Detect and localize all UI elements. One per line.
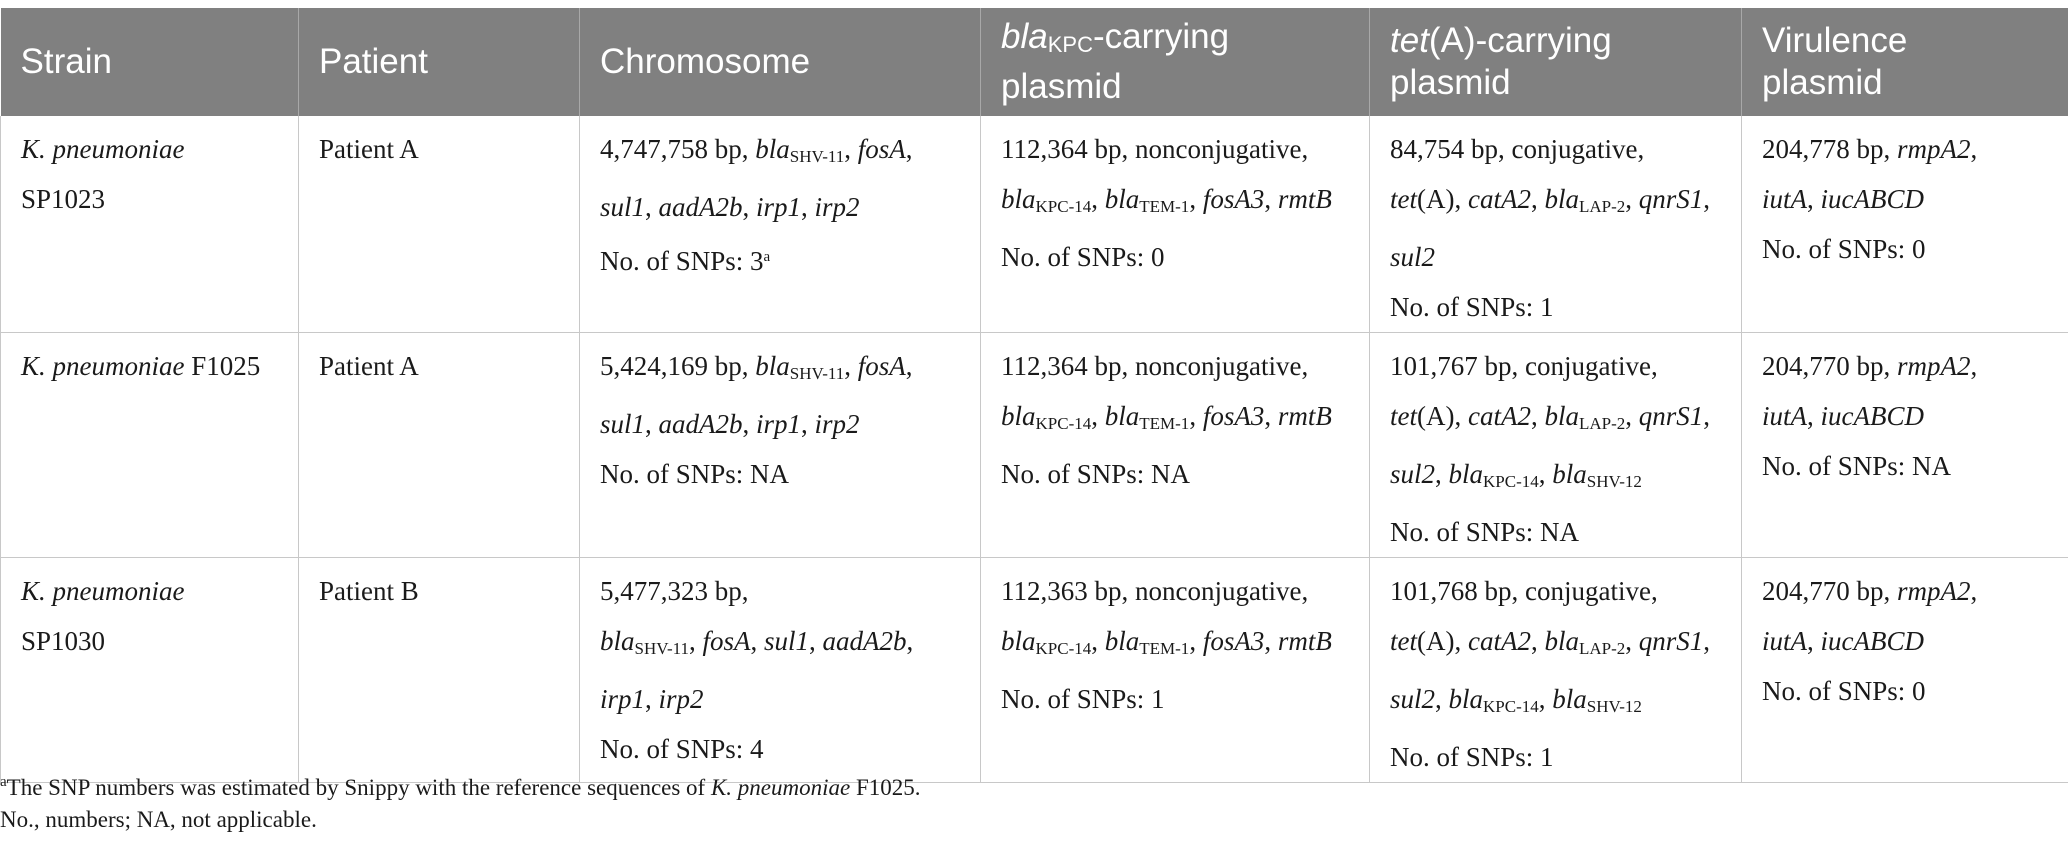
table-row [1, 116, 2068, 333]
virulence-plasmid-cell: 204,770 bp, rmpA2, iutA, iucABCD No. of SNPs: NA [1742, 333, 2068, 558]
tet-plasmid-cell: 101,767 bp, conjugative, tet(A), catA2, bla$_{LAP-2}$, qnrS1, sul2, bla$_{KPC-14}$, bla$_{SHV-12}$ No. of SNPs: NA [1370, 333, 1742, 558]
footnote-abbreviations: No., numbers; NA, not applicable. [0, 807, 317, 832]
chromosome-cell: 5,477,323 bp, bla$_{SHV-11}$, fosA, sul1, aadA2b, irp1, irp2 No. of SNPs: 4 [580, 558, 981, 783]
tet-plasmid-cell: 84,754 bp, conjugative, tet(A), catA2, bla$_{LAP-2}$, qnrS1, sul2 No. of SNPs: 1 [1370, 116, 1742, 333]
header-patient: Patient [299, 8, 580, 116]
kpc-plasmid-cell: 112,363 bp, nonconjugative, bla$_{KPC-14}$, bla$_{TEM-1}$, fosA3, rmtB No. of SNPs: 1 [981, 558, 1370, 783]
header-strain: Strain [1, 8, 299, 116]
patient-cell: Patient B [299, 558, 580, 783]
virulence-plasmid-cell: 204,778 bp, rmpA2, iutA, iucABCD No. of SNPs: 0 [1742, 116, 2068, 333]
kpc-plasmid-cell: 112,364 bp, nonconjugative, bla$_{KPC-14}$, bla$_{TEM-1}$, fosA3, rmtB No. of SNPs: 0 [981, 116, 1370, 333]
strain-cell: K. pneumoniae SP1030 [1, 558, 299, 783]
table-row [1, 333, 2068, 558]
table-row [1, 558, 2068, 783]
strain-cell: K. pneumoniae F1025 [1, 333, 299, 558]
header-virulence-plasmid: Virulence plasmid [1742, 8, 2068, 116]
chromosome-cell: 5,424,169 bp, bla$_{SHV-11}$, fosA, sul1, aadA2b, irp1, irp2 No. of SNPs: NA [580, 333, 981, 558]
patient-cell: Patient A [299, 116, 580, 333]
chromosome-cell: 4,747,758 bp, bla$_{SHV-11}$, fosA, sul1, aadA2b, irp1, irp2 No. of SNPs: 3$^a$ [580, 116, 981, 333]
tet-plasmid-cell: 101,768 bp, conjugative, tet(A), catA2, bla$_{LAP-2}$, qnrS1, sul2, bla$_{KPC-14}$, bla$_{SHV-12}$ No. of SNPs: 1 [1370, 558, 1742, 783]
strain-cell: K. pneumoniae SP1023 [1, 116, 299, 333]
table-header-row [1, 8, 2068, 116]
footnote-a: $^a$The SNP numbers was estimated by Snippy with the reference sequences of K. pneumoniae F1025. [0, 774, 921, 800]
table-footnotes [0, 766, 921, 836]
header-kpc-plasmid: blaKPC-carrying plasmid [981, 8, 1370, 116]
header-chromosome: Chromosome [580, 8, 981, 116]
virulence-plasmid-cell: 204,770 bp, rmpA2, iutA, iucABCD No. of SNPs: 0 [1742, 558, 2068, 783]
patient-cell: Patient A [299, 333, 580, 558]
header-tet-plasmid: tet(A)-carrying plasmid [1370, 8, 1742, 116]
kpc-plasmid-cell: 112,364 bp, nonconjugative, bla$_{KPC-14}$, bla$_{TEM-1}$, fosA3, rmtB No. of SNPs: NA [981, 333, 1370, 558]
genome-table [0, 8, 2068, 783]
